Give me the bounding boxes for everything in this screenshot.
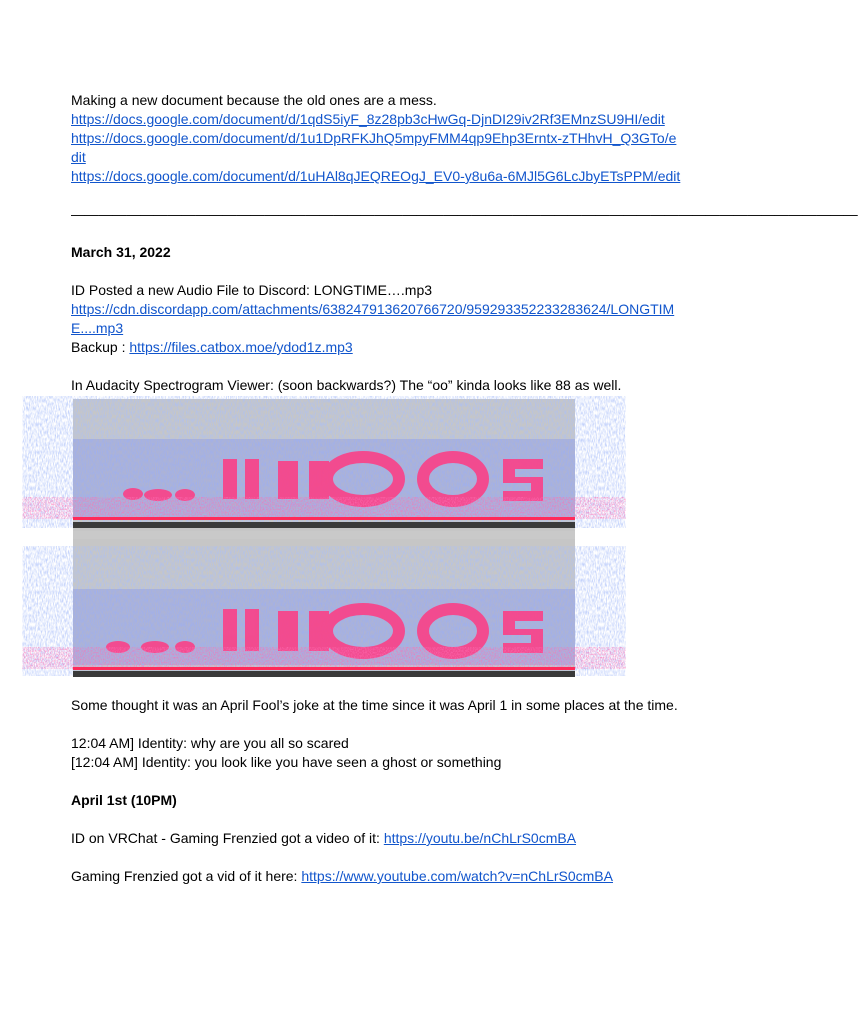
discord-cdn-link[interactable]: https://cdn.discordapp.com/attachments/638247913620766720/959293352233283624/LONGTIME....mp3 xyxy=(71,301,675,336)
youtube-link[interactable]: https://www.youtube.com/watch?v=nChLrS0cmBA xyxy=(301,868,613,884)
vid-line xyxy=(71,867,691,886)
date-heading-april-1: April 1st (10PM) xyxy=(71,792,177,808)
date-heading-march-31: March 31, 2022 xyxy=(71,244,171,260)
youtu-be-link[interactable]: https://youtu.be/nChLrS0cmBA xyxy=(383,830,577,846)
spectrogram-panel-top xyxy=(73,399,575,531)
vrchat-label: ID on VRChat - Gaming Frenzied got a video of it: xyxy=(71,830,384,846)
doc-link-2[interactable]: https://docs.google.com/document/d/1u1DpRFKJhQ5mpyFMM4qp9Ehp3Erntx-zTHhvH_Q3GTo/edit xyxy=(71,130,677,165)
backup-label: Backup : xyxy=(71,339,130,355)
doc-link-3[interactable]: https://docs.google.com/document/d/1uHAl8qJEQREOgJ_EV0-y8u6a-6MJl5G6LcJbyETsPPM/edit xyxy=(71,168,681,184)
document-body xyxy=(71,91,858,886)
spectrogram-image xyxy=(73,399,575,677)
chat-line-2: [12:04 AM] Identity: you look like you have seen a ghost or something xyxy=(71,754,502,770)
backup-line xyxy=(71,338,691,357)
intro-text: Making a new document because the old ones are a mess. xyxy=(71,92,437,108)
divider: ————————————————————————————————————————————————————————— xyxy=(71,206,858,222)
vrchat-line xyxy=(71,829,691,848)
chat-line-1: 12:04 AM] Identity: why are you all so scared xyxy=(71,735,349,751)
doc-link-1[interactable]: https://docs.google.com/document/d/1qdS5iyF_8z28pb3cHwGq-DjnDI29iv2Rf3EMnzSU9HI/edit xyxy=(71,111,665,127)
april-fools-text: Some thought it was an April Fool’s joke at the time since it was April 1 in some places at the time. xyxy=(71,697,678,713)
vid-label: Gaming Frenzied got a vid of it here: xyxy=(71,868,302,884)
backup-link[interactable]: https://files.catbox.moe/ydod1z.mp3 xyxy=(129,339,353,355)
post-text: ID Posted a new Audio File to Discord: LONGTIME….mp3 xyxy=(71,282,433,298)
spectrogram-caption: In Audacity Spectrogram Viewer: (soon backwards?) The “oo” kinda looks like 88 as well. xyxy=(71,377,622,393)
spectrogram-panel-bottom xyxy=(73,539,575,677)
